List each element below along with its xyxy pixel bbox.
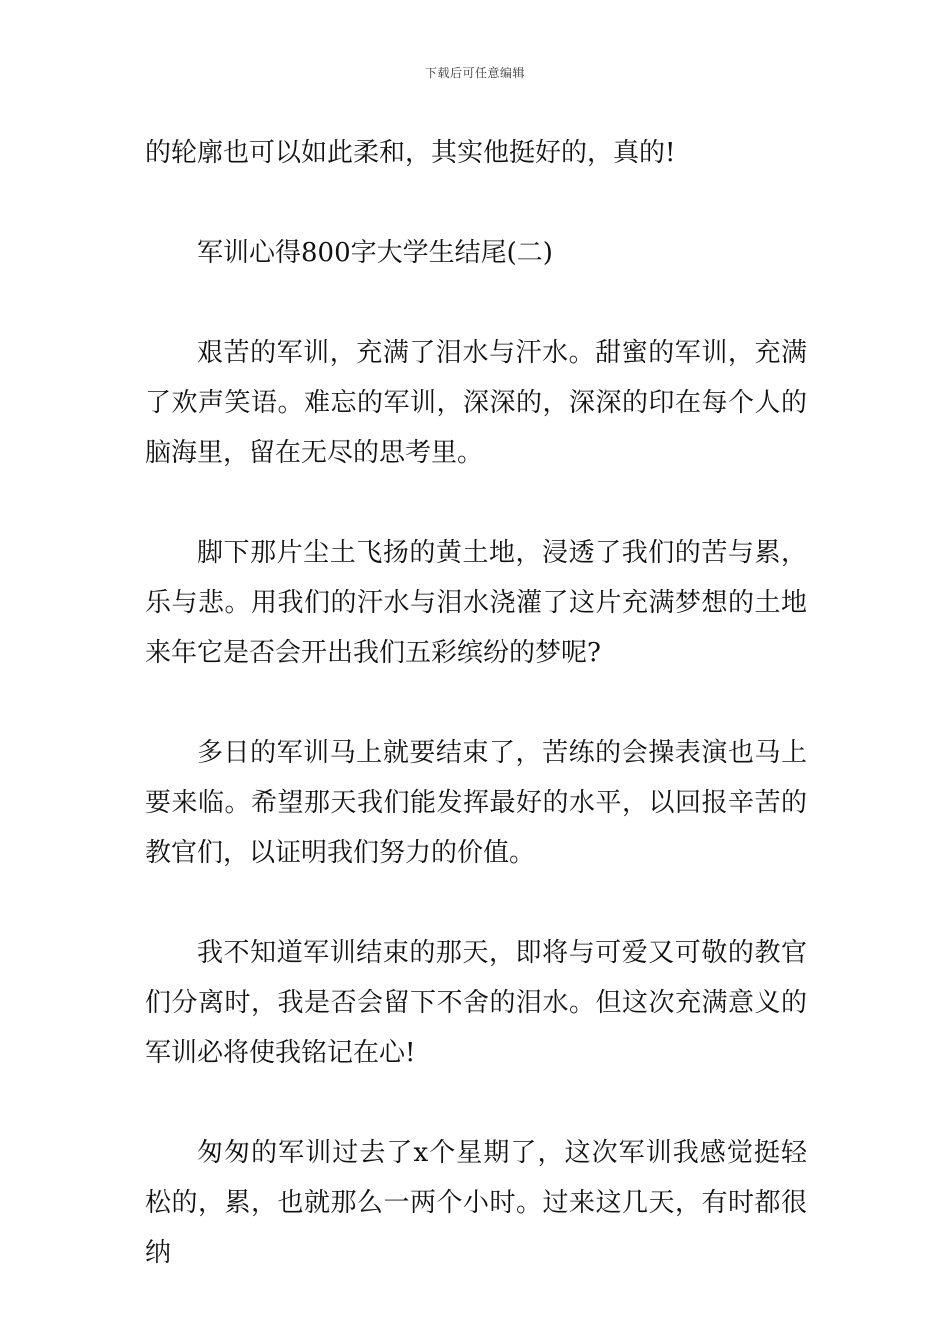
paragraph: 艰苦的军训，充满了泪水与汗水。甜蜜的军训，充满了欢声笑语。难忘的军训，深深的，深深的印在每个人的脑海里，留在无尽的思考里。 — [145, 338, 807, 468]
paragraph-continuation: 的轮廓也可以如此柔和，其实他挺好的，真的! — [145, 138, 676, 168]
paragraph: 脚下那片尘土飞扬的黄土地，浸透了我们的苦与累，乐与悲。用我们的汗水与泪水浇灌了这片充满梦想的土地来年它是否会开出我们五彩缤纷的梦呢? — [145, 538, 807, 668]
section-heading: 军训心得800字大学生结尾(二) — [197, 238, 553, 268]
paragraph: 多日的军训马上就要结束了，苦练的会操表演也马上要来临。希望那天我们能发挥最好的水平，以回报辛苦的教官们，以证明我们努力的价值。 — [145, 738, 807, 868]
paragraph: 匆匆的军训过去了x个星期了，这次军训我感觉挺轻松的，累，也就那么一两个小时。过来这几天，有时都很纳 — [145, 1138, 807, 1268]
paragraph: 我不知道军训结束的那天，即将与可爱又可敬的教官们分离时，我是否会留下不舍的泪水。但这次充满意义的军训必将使我铭记在心! — [145, 938, 807, 1068]
page-header: 下载后可任意编辑 — [424, 66, 525, 80]
document-body — [145, 128, 807, 1278]
